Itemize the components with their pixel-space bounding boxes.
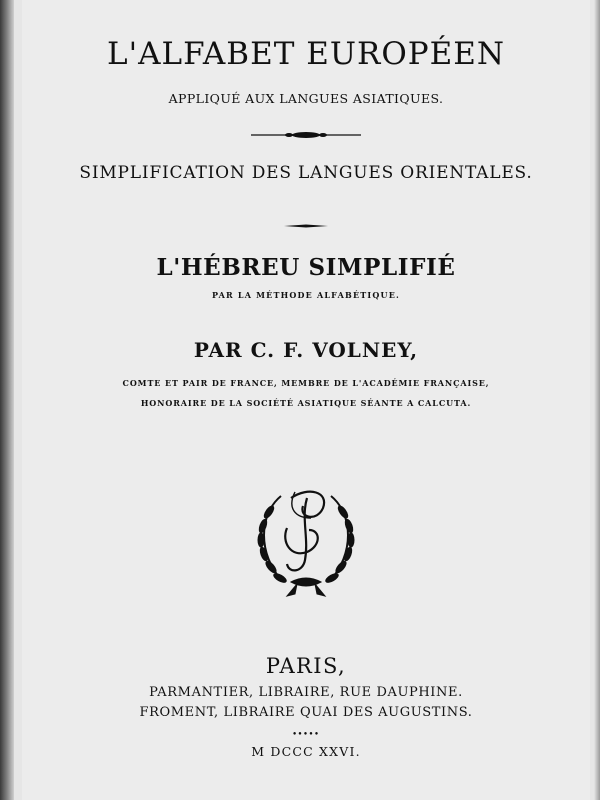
imprint-publisher-2: FROMENT, LIBRAIRE QUAI DES AUGUSTINS. [139, 705, 473, 720]
imprint-dots: ••••• [292, 729, 320, 738]
book-subtitle: APPLIQUÉ AUX LANGUES ASIATIQUES. [168, 91, 444, 106]
book-title: L'ALFABET EUROPÉEN [107, 36, 505, 72]
title-page [22, 0, 590, 800]
page-edge-shadow [0, 0, 14, 800]
series-title: SIMPLIFICATION DES LANGUES ORIENTALES. [79, 163, 533, 183]
page-edge-right [594, 0, 600, 800]
imprint-date: M DCCC XXVI. [251, 744, 361, 759]
short-rule [22, 214, 590, 233]
imprint-place: PARIS, [265, 654, 347, 678]
method-note: PAR LA MÉTHODE ALFABÉTIQUE. [212, 290, 400, 300]
author-titles-line-2: HONORAIRE DE LA SOCIÉTÉ ASIATIQUE SÉANTE A CALCUTA. [140, 398, 472, 408]
emblem [22, 478, 590, 600]
imprint-publisher-1: PARMANTIER, LIBRAIRE, RUE DAUPHINE. [149, 685, 463, 700]
monogram-wreath-icon [251, 478, 361, 600]
author-titles-line-1: COMTE ET PAIR DE FRANCE, MEMBRE DE L'ACADÉMIE FRANÇAISE, [122, 378, 490, 388]
author-name: PAR C. F. VOLNEY, [193, 338, 419, 362]
work-title: L'HÉBREU SIMPLIFIÉ [156, 254, 456, 281]
ornamental-divider [22, 125, 590, 144]
divider-ornament-icon [251, 130, 361, 140]
